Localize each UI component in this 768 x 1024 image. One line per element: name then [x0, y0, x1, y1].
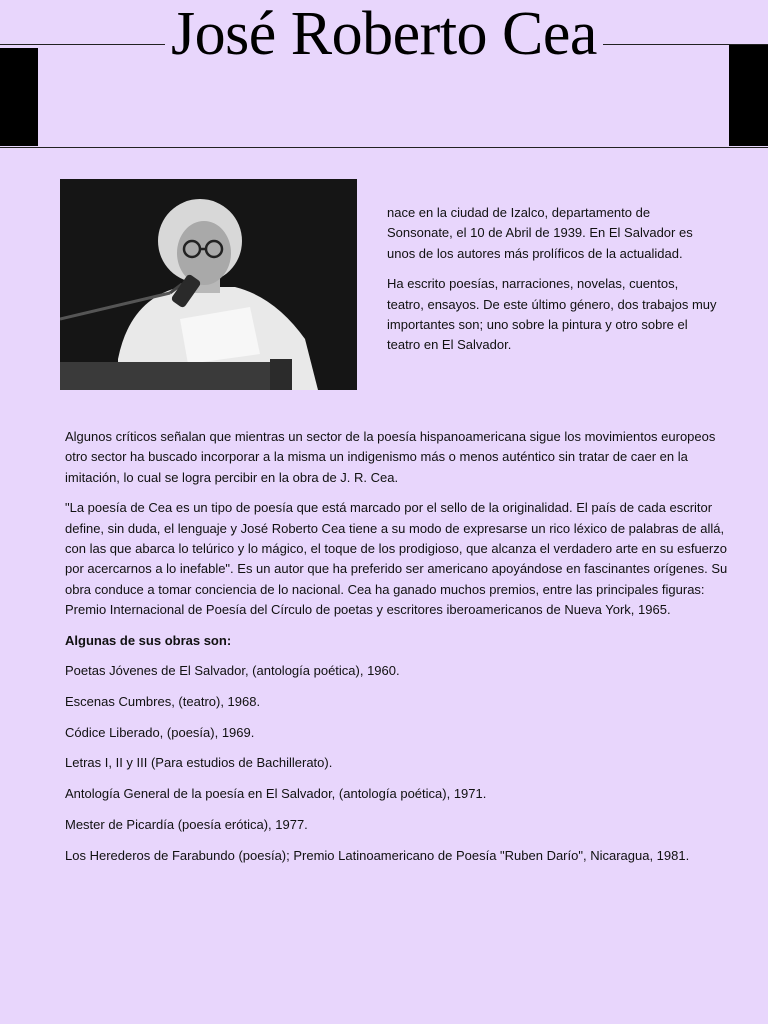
intro-text: [387, 203, 717, 366]
works-list: [65, 661, 730, 866]
body-paragraph-1: Algunos críticos señalan que mientras un sector de la poesía hispanoamericana sigue los movimientos europeos otro sector ha buscado incorporar a la misma un indigenismo más o menos auténtico sin tratar de caer en la imitación, lo cual se logra percibir en la obra de J. R. Cea.: [65, 429, 716, 485]
works-list-item: Códice Liberado, (poesía), 1969.: [65, 724, 255, 740]
works-list-item: Escenas Cumbres, (teatro), 1968.: [65, 693, 261, 709]
intro-paragraph-2: Ha escrito poesías, narraciones, novelas, cuentos, teatro, ensayos. De este último género, dos trabajos muy importantes son; uno sobre la pintura y otro sobre el teatro en El Salvador.: [387, 276, 717, 353]
works-list-item: Letras I, II y III (Para estudios de Bachillerato).: [65, 755, 333, 771]
works-heading: Algunas de sus obras son:: [65, 632, 232, 648]
works-list-item: Los Herederos de Farabundo (poesía); Premio Latinoamericano de Poesía "Ruben Darío", Nicaragua, 1981.: [65, 847, 690, 863]
works-list-item: Antología General de la poesía en El Salvador, (antología poética), 1971.: [65, 786, 487, 802]
biography-section: [65, 427, 730, 877]
works-list-item: Poetas Jóvenes de El Salvador, (antología poética), 1960.: [65, 663, 400, 679]
page-title-text: José Roberto Cea: [165, 0, 603, 68]
author-photo: [60, 179, 357, 390]
intro-paragraph-1: nace en la ciudad de Izalco, departamento de Sonsonate, el 10 de Abril de 1939. En El Salvador es unos de los autores más prolíficos de la actualidad.: [387, 205, 693, 261]
author-photo-illustration: [60, 179, 357, 390]
works-list-item: Mester de Picardía (poesía erótica), 1977.: [65, 817, 308, 833]
body-paragraph-2: "La poesía de Cea es un tipo de poesía que está marcado por el sello de la originalidad. El país de cada escritor define, sin duda, el lenguaje y José Roberto Cea tiene a su modo de expresarse un rico léxico de palabras de allá, con las que abarca lo telúrico y lo mágico, el toque de los prodigioso, que alcanza el verdadero arte en su esfuerzo por acercarnos a lo inefable". Es un autor que ha preferido ser americano apoyándose en fascinantes orígenes. Su obra conduce a tomar conciencia de lo nacional. Cea ha ganado muchos premios, entre las principales figuras: Premio Internacional de Poesía del Círculo de poetas y escritores iberoamericanos de Nueva York, 1965.: [65, 500, 728, 618]
page-title: [0, 0, 768, 74]
